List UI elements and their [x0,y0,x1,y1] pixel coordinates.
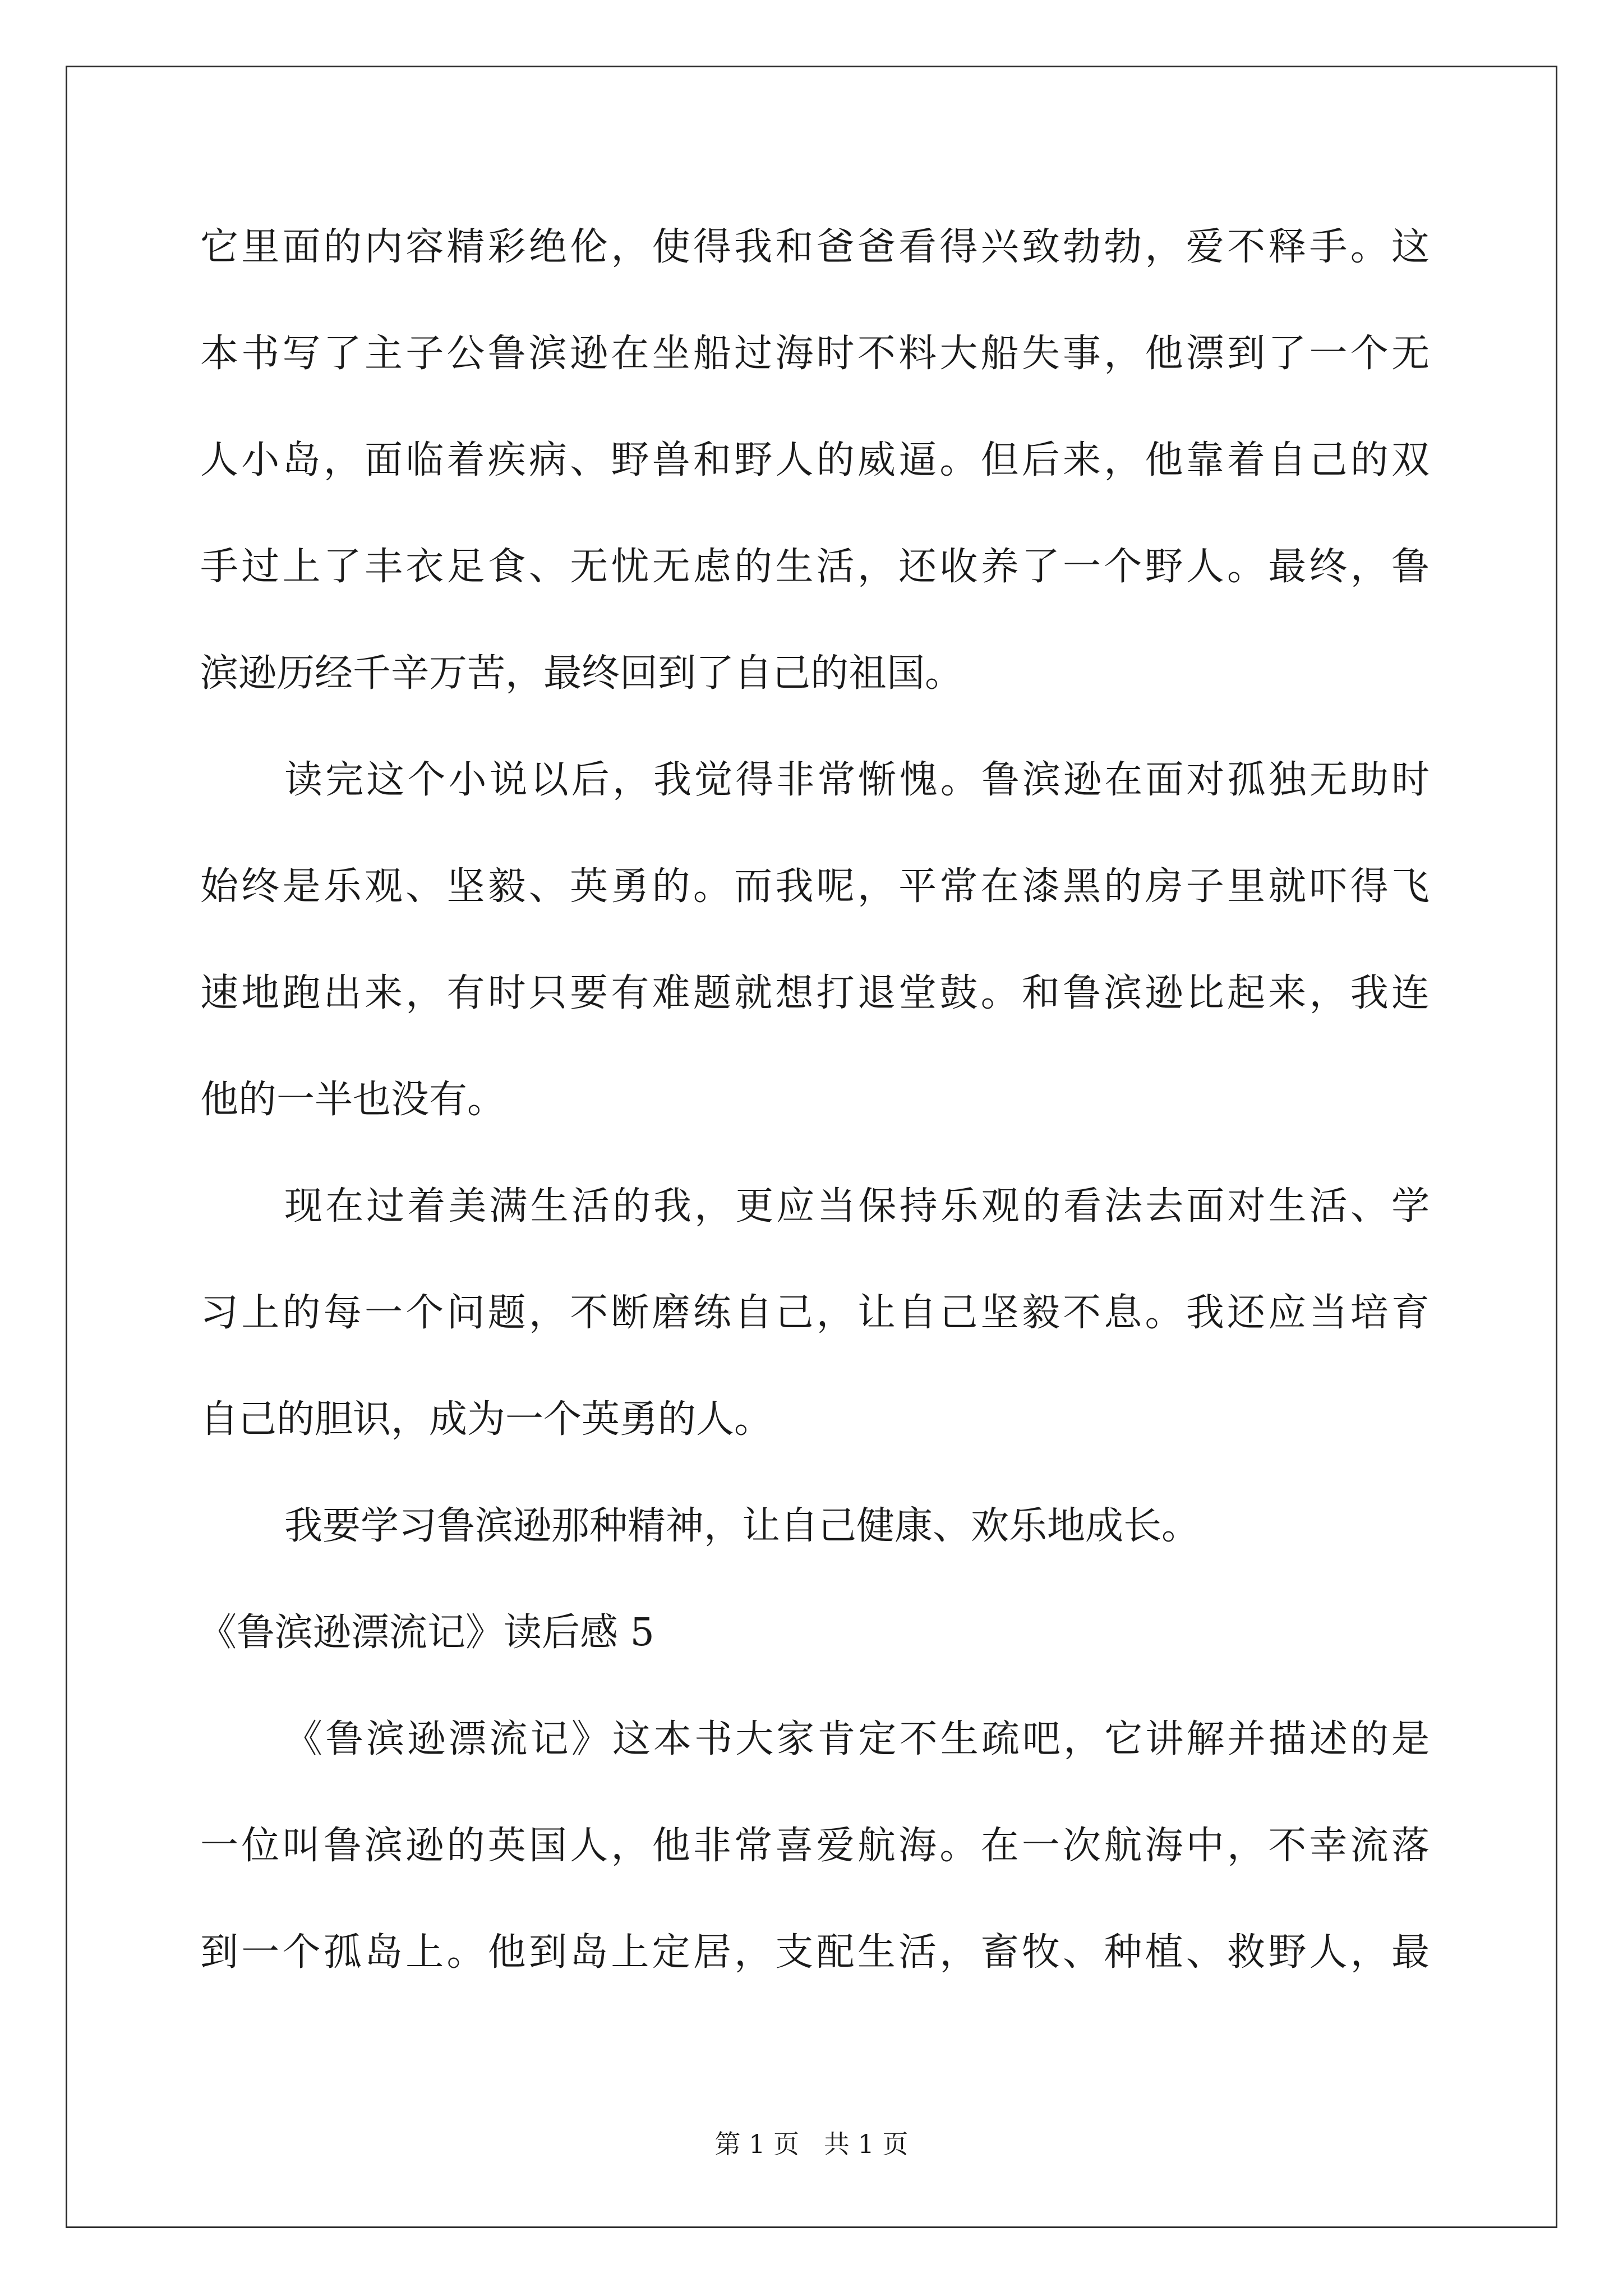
paragraph-line: 《鲁滨逊漂流记》这本书大家肯定不生疏吧，它讲解并描述的是 [284,1717,1430,1761]
paragraph-line: 到一个孤岛上。他到岛上定居，支配生活，畜牧、种植、救野人，最 [200,1930,1430,1975]
paragraph-line: 习上的每一个问题，不断磨练自己，让自己坚毅不息。我还应当培育 [200,1291,1430,1335]
paragraph-line: 自己的胆识，成为一个英勇的人。 [200,1397,773,1442]
paragraph-line: 它里面的内容精彩绝伦，使得我和爸爸看得兴致勃勃，爱不释手。这 [200,225,1430,269]
paragraph-line: 滨逊历经千辛万苦，最终回到了自己的祖国。 [200,651,963,696]
paragraph-line: 一位叫鲁滨逊的英国人，他非常喜爱航海。在一次航海中，不幸流落 [200,1824,1430,1868]
paragraph-line: 人小岛，面临着疾病、野兽和野人的威逼。但后来，他靠着自己的双 [200,438,1430,482]
paragraph-line: 始终是乐观、坚毅、英勇的。而我呢，平常在漆黑的房子里就吓得飞 [200,864,1430,909]
page-number-footer: 第 1 页 共 1 页 [714,2129,909,2159]
paragraph-line: 手过上了丰衣足食、无忧无虑的生活，还收养了一个野人。最终，鲁 [200,545,1430,589]
paragraph-line: 现在过着美满生活的我，更应当保持乐观的看法去面对生活、学 [284,1184,1430,1228]
paragraph-line: 我要学习鲁滨逊那种精神，让自己健康、欢乐地成长。 [284,1504,1200,1548]
paragraph-line: 速地跑出来，有时只要有难题就想打退堂鼓。和鲁滨逊比起来，我连 [200,971,1430,1015]
paragraph-line: 本书写了主子公鲁滨逊在坐船过海时不料大船失事，他漂到了一个无 [200,332,1430,376]
paragraph-line: 读完这个小说以后，我觉得非常惭愧。鲁滨逊在面对孤独无助时 [284,758,1430,802]
section-heading: 《鲁滨逊漂流记》读后感 5 [199,1611,654,1655]
paragraph-line: 他的一半也没有。 [200,1078,506,1122]
